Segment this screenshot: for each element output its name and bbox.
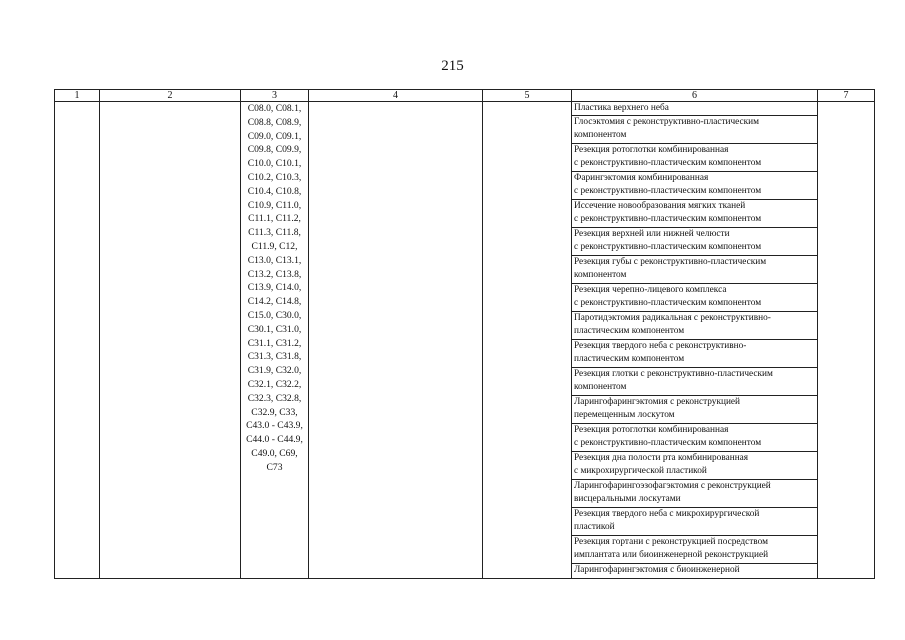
procedure-item: Пластика верхнего неба <box>572 102 817 116</box>
column-header-2: 2 <box>100 90 241 102</box>
procedure-item: Фарингэктомия комбинированная с реконструктивно-пластическим компонентом <box>572 172 817 200</box>
procedure-item: Ларингофарингоэзофагэктомия с реконструкцией висцеральными лоскутами <box>572 480 817 508</box>
page-number: 215 <box>441 58 464 74</box>
diagnosis-codes: C08.0, C08.1, C08.8, C08.9, C09.0, C09.1, C09.8, C09.9, C10.0, C10.1, C10.2, C10.3, C10.4, C10.8, C10.9, C11.0, C11.1, C11.2, C11.3, C11.8, C11.9, C12, C13.0, C13.1, C13.2, C13.8, C13.9, C14.0, C14.2, C14.8, C15.0, C30.0, C30.1, C31.0, C31.1, C31.2, C31.3, C31.8, C31.9, C32.0, C32.1, C32.2, C32.3, C32.8, C32.9, C33, C43.0 - C43.9, C44.0 - C44.9, C49.0, C69, C73 <box>246 103 303 473</box>
procedure-item: Резекция губы с реконструктивно-пластическим компонентом <box>572 256 817 284</box>
procedure-item: Паротидэктомия радикальная с реконструктивно- пластическим компонентом <box>572 312 817 340</box>
cell-col-6 <box>572 102 818 579</box>
cell-col-7 <box>818 102 875 579</box>
cell-col-2 <box>100 102 241 579</box>
column-header-7: 7 <box>818 90 875 102</box>
procedure-item: Резекция глотки с реконструктивно-пластическим компонентом <box>572 368 817 396</box>
procedure-item: Резекция ротоглотки комбинированная с реконструктивно-пластическим компонентом <box>572 424 817 452</box>
procedure-item: Иссечение новообразования мягких тканей с реконструктивно-пластическим компонентом <box>572 200 817 228</box>
procedure-item: Резекция твердого неба с микрохирургической пластикой <box>572 508 817 536</box>
procedure-item: Глосэктомия с реконструктивно-пластическим компонентом <box>572 116 817 144</box>
column-header-3: 3 <box>241 90 309 102</box>
column-header-1: 1 <box>55 90 100 102</box>
column-header-5: 5 <box>483 90 572 102</box>
procedure-item: Ларингофарингэктомия с реконструкцией перемещенным лоскутом <box>572 396 817 424</box>
procedure-item: Ларингофарингэктомия с биоинженерной <box>574 565 740 575</box>
procedure-item: Резекция дна полости рта комбинированная с микрохирургической пластикой <box>572 452 817 480</box>
cell-col-3 <box>241 102 309 579</box>
column-header-6: 6 <box>572 90 818 102</box>
procedure-item: Резекция черепно-лицевого комплекса с реконструктивно-пластическим компонентом <box>572 284 817 312</box>
table-row <box>55 102 875 579</box>
cell-col-5 <box>483 102 572 579</box>
column-header-4: 4 <box>309 90 483 102</box>
cell-col-4 <box>309 102 483 579</box>
header-row <box>55 90 875 102</box>
procedure-item: Резекция ротоглотки комбинированная с реконструктивно-пластическим компонентом <box>572 144 817 172</box>
procedure-item: Резекция твердого неба с реконструктивно- пластическим компонентом <box>572 340 817 368</box>
cell-col-1 <box>55 102 100 579</box>
procedure-item: Резекция гортани с реконструкцией посредством имплантата или биоинженерной реконструкцией <box>572 536 817 564</box>
procedure-item: Резекция верхней или нижней челюсти с реконструктивно-пластическим компонентом <box>572 228 817 256</box>
procedures-table <box>54 89 875 579</box>
